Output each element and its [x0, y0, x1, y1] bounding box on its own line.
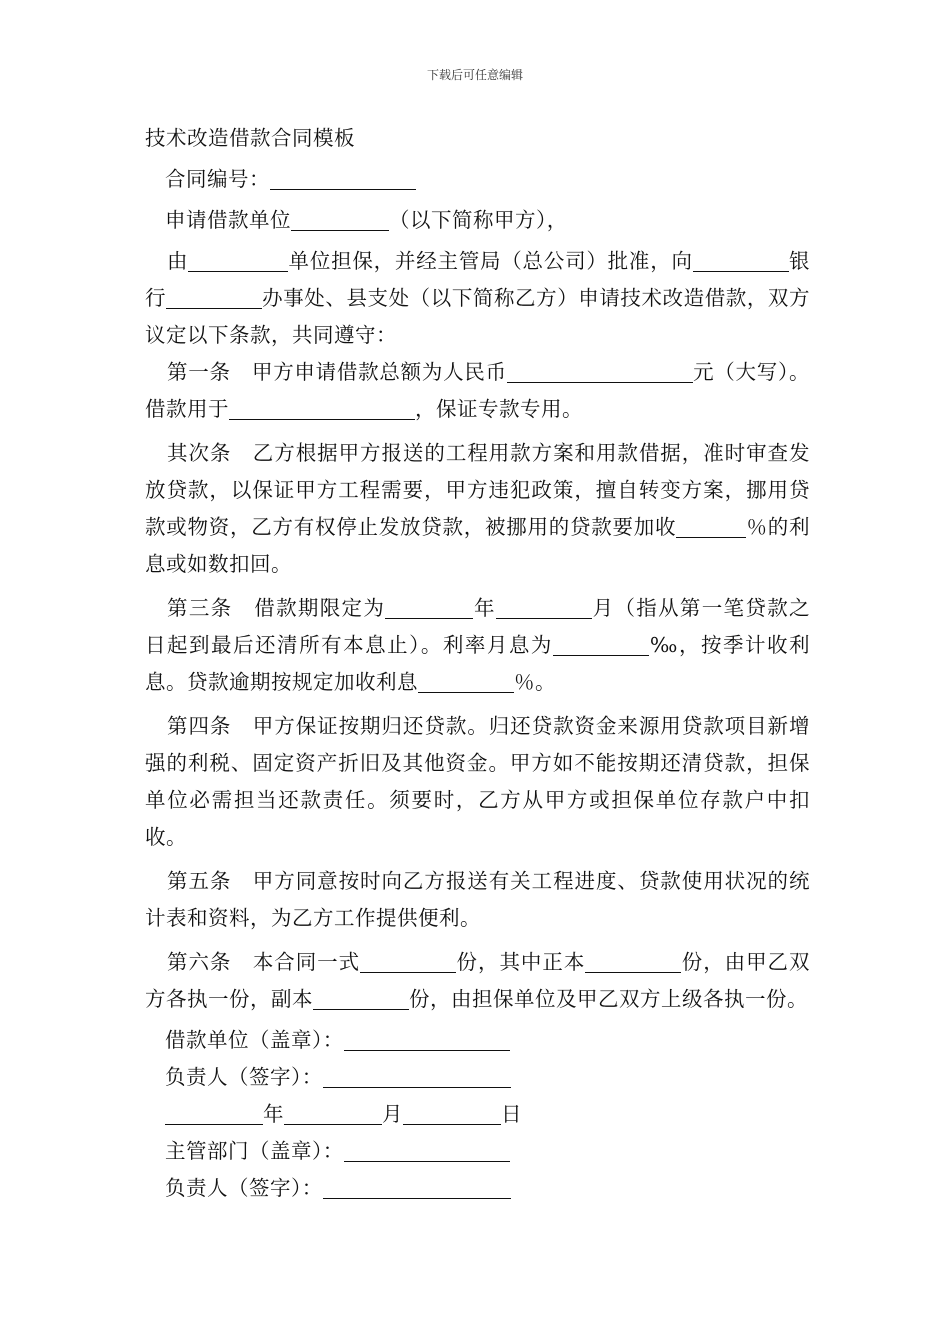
overdue-rate-blank[interactable] — [418, 670, 514, 693]
article-6-text-a: 第六条 本合同一式 — [167, 950, 361, 974]
borrower-seal-label: 借款单位（盖章）： — [165, 1028, 344, 1052]
article-1 — [145, 354, 810, 428]
article-3-text-a: 第三条 借款期限定为 — [167, 596, 386, 620]
applicant-suffix: （以下简称甲方）， — [389, 208, 568, 232]
article-6 — [145, 944, 810, 1018]
amount-blank[interactable] — [507, 360, 693, 383]
dept-seal-blank[interactable] — [344, 1139, 510, 1162]
article-4: 第四条 甲方保证按期归还贷款。归还贷款资金来源用贷款项目新增强的利税、固定资产折旧及其他资金。甲方如不能按期还清贷款，担保单位必需担当还款责任。须要时，乙方从甲方或担保单位存款户中扣收。 — [145, 714, 810, 849]
borrower-signature-label: 负责人（签字）： — [165, 1065, 323, 1089]
article-2 — [145, 435, 810, 583]
monthly-rate-blank[interactable] — [553, 633, 649, 656]
article-2-text-b: ％的利息或如数扣回。 — [145, 515, 810, 576]
article-6-text-b: 份，其中正本 — [456, 950, 586, 974]
date-day-blank[interactable] — [403, 1102, 501, 1125]
applicant-label: 申请借款单位 — [165, 208, 291, 232]
intro-text-c: 银行 — [145, 249, 811, 310]
contract-number-label: 合同编号： — [165, 167, 270, 191]
article-5: 第五条 甲方同意按时向乙方报送有关工程进度、贷款使用状况的统计表和资料，为乙方工作提供便利。 — [145, 869, 810, 930]
contract-body — [145, 120, 810, 1207]
office-blank[interactable] — [166, 286, 262, 309]
applicant-blank[interactable] — [291, 208, 389, 231]
copies-blank[interactable] — [360, 950, 456, 973]
intro-text-a: 由 — [167, 249, 189, 273]
purpose-blank[interactable] — [229, 397, 415, 420]
document-title: 技术改造借款合同模板 — [145, 126, 355, 150]
borrower-signature-blank[interactable] — [323, 1065, 511, 1088]
article-3-text-b: 年 — [473, 596, 496, 620]
date-line — [145, 1096, 810, 1133]
article-1-text-b: 元（大写）。借款用于 — [145, 360, 811, 421]
intro-paragraph — [145, 243, 810, 354]
borrower-seal-line — [145, 1022, 810, 1059]
dept-signature-line — [145, 1170, 810, 1207]
originals-blank[interactable] — [585, 950, 681, 973]
article-2-text-a: 其次条 乙方根据甲方报送的工程用款方案和用款借据，准时审查发放贷款，以保证甲方工程需要，甲方违犯政策，擅自转变方案，挪用贷款或物资，乙方有权停止发放贷款，被挪用的贷款要加收 — [145, 441, 810, 539]
article-3-text-c: 月（指从第一笔贷款之日起到最后还清所有本息止）。利率月息为 — [145, 596, 811, 657]
duplicates-blank[interactable] — [313, 987, 409, 1010]
extra-interest-blank[interactable] — [676, 515, 746, 538]
contract-number-line — [145, 161, 810, 198]
intro-text-d: 办事处、县支处（以下简称乙方）申请技术改造借款，双方议定以下条款，共同遵守： — [145, 286, 811, 347]
date-day-label: 日 — [501, 1102, 522, 1126]
dept-signature-blank[interactable] — [323, 1176, 511, 1199]
date-year-blank[interactable] — [165, 1102, 263, 1125]
borrower-signature-line — [145, 1059, 810, 1096]
dept-seal-label: 主管部门（盖章）： — [165, 1139, 344, 1163]
contract-number-blank[interactable] — [270, 167, 416, 190]
article-6-text-c: 份，由甲乙双方各执一份，副本 — [145, 950, 811, 1011]
article-1-text-c: ，保证专款专用。 — [415, 397, 583, 421]
term-month-blank[interactable] — [496, 596, 592, 619]
page-header: 下载后可任意编辑 — [426, 68, 523, 82]
intro-text-b: 单位担保，并经主管局（总公司）批准，向 — [288, 249, 693, 273]
date-year-label: 年 — [263, 1102, 284, 1126]
article-6-text-d: 份，由担保单位及甲乙双方上级各执一份。 — [409, 987, 808, 1011]
article-3 — [145, 590, 810, 701]
article-1-text-a: 第一条 甲方申请借款总额为人民币 — [167, 360, 507, 384]
bank-blank[interactable] — [693, 249, 789, 272]
date-month-blank[interactable] — [284, 1102, 382, 1125]
applicant-line — [145, 202, 810, 239]
dept-seal-line — [145, 1133, 810, 1170]
guarantor-blank[interactable] — [188, 249, 288, 272]
dept-signature-label: 负责人（签字）： — [165, 1176, 323, 1200]
term-year-blank[interactable] — [385, 596, 473, 619]
article-3-text-e: ％。 — [514, 670, 556, 694]
borrower-seal-blank[interactable] — [344, 1028, 510, 1051]
date-month-label: 月 — [382, 1102, 403, 1126]
article-3-text-d: ‰，按季计收利息。贷款逾期按规定加收利息 — [145, 633, 810, 694]
